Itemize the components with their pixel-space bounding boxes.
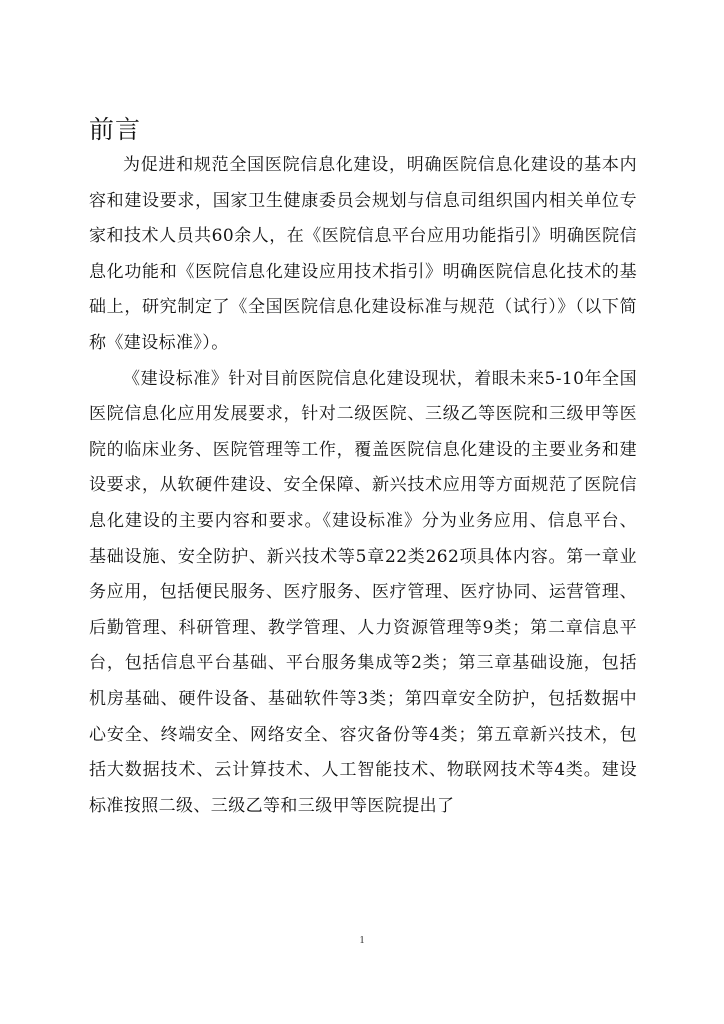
body-text	[89, 148, 637, 824]
paragraph-standard-overview: 《建设标准》针对目前医院信息化建设现状，着眼未来5-10年全国医院信息化应用发展要求，针对二级医院、三级乙等医院和三级甲等医院的临床业务、医院管理等工作，覆盖医院信息化建设的主要业务和建设要求，从软硬件建设、安全保障、新兴技术应用等方面规范了医院信息化建设的主要内容和要求。《建设标准》分为业务应用、信息平台、基础设施、安全防护、新兴技术等5章22类262项具体内容。第一章业务应用，包括便民服务、医疗服务、医疗管理、医疗协同、运营管理、后勤管理、科研管理、教学管理、人力资源管理等9类；第二章信息平台，包括信息平台基础、平台服务集成等2类；第三章基础设施，包括机房基础、硬件设备、基础软件等3类；第四章安全防护，包括数据中心安全、终端安全、网络安全、容灾备份等4类；第五章新兴技术，包括大数据技术、云计算技术、人工智能技术、物联网技术等4类。建设标准按照二级、三级乙等和三级甲等医院提出了	[89, 368, 637, 816]
page-number: 1	[359, 935, 365, 946]
section-heading: 前言	[89, 115, 142, 144]
paragraph-intro: 为促进和规范全国医院信息化建设，明确医院信息化建设的基本内容和建设要求，国家卫生健康委员会规划与信息司组织国内相关单位专家和技术人员共60余人，在《医院信息平台应用功能指引》明确医院信息化功能和《医院信息化建设应用技术指引》明确医院信息化技术的基础上，研究制定了《全国医院信息化建设标准与规范（试行）》（以下简称《建设标准》）。	[89, 155, 637, 353]
